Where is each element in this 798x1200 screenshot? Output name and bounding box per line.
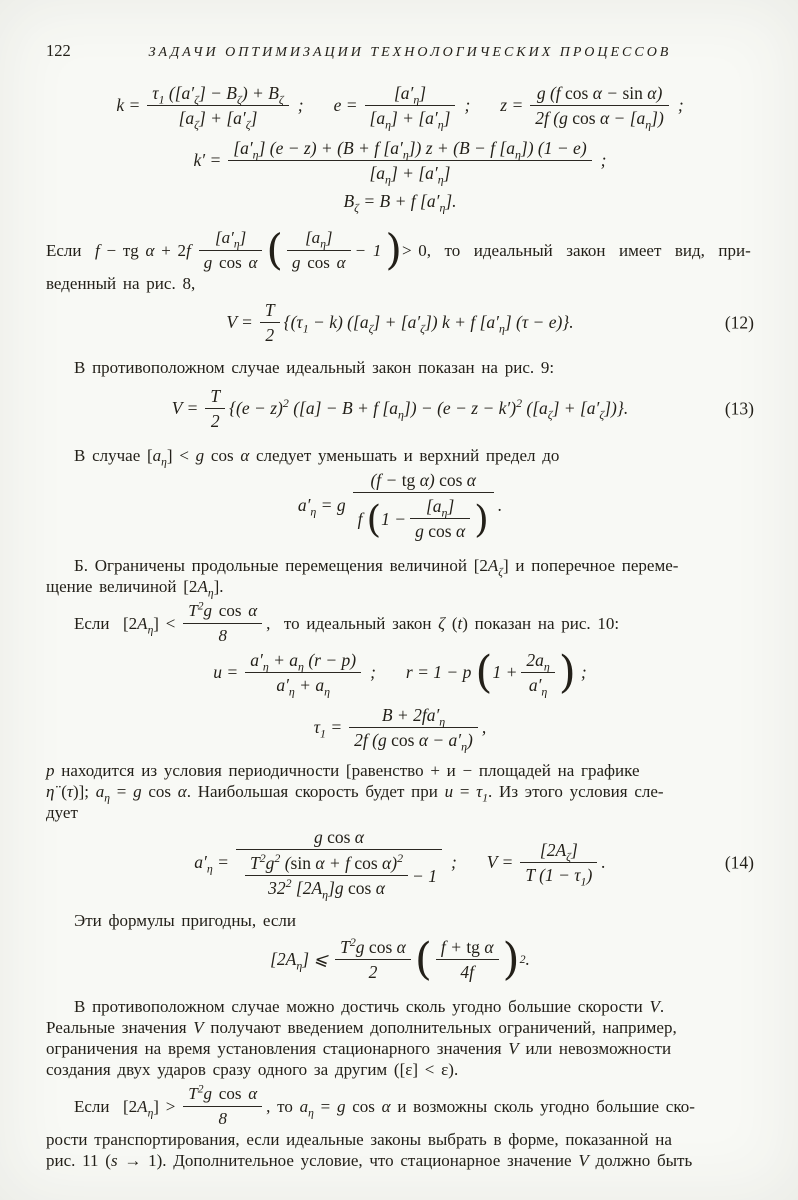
fraction [205, 386, 225, 431]
denominator: 8 [218, 626, 227, 645]
paragraph-upper-limit: В случае $[a_\eta] < g$ cos α следует уменьшать и верхний предел до [74, 446, 560, 469]
period: . [497, 495, 503, 515]
numerator: $[2A_\zeta]$ [520, 840, 597, 863]
numerator: $T^2g$ cos α [183, 601, 262, 624]
equation-tau1-lhs: $\tau_1$ = [313, 717, 343, 741]
denominator: g cos α [292, 253, 346, 272]
numerator: $a'_\eta + a_\eta$ (r − p) [245, 650, 361, 673]
fraction [245, 851, 408, 902]
page-number: 122 [46, 41, 71, 60]
equation-b-zeta-text: $B_\zeta = B + f$ $[a'_\eta]$. [343, 191, 457, 215]
equation-13-body: {$(e - z)^2$ ([a] − B + f $[a_\eta]) - (e - z - k')^2$ $([a_\zeta] + [a'_\zeta])$}. [229, 396, 629, 422]
numerator: $B + 2fa'_\eta$ [349, 705, 478, 728]
denominator: 2f (g $\cos \alpha - a'_\eta$) [354, 730, 473, 754]
paragraph-opposite-line4: создания двух ударов сразу одного за другим ([ε] < ε). [46, 1060, 459, 1079]
separator: ; [464, 95, 471, 115]
equation-a-eta-limit [46, 470, 754, 541]
fraction [287, 228, 351, 273]
equation-12-group [226, 300, 573, 345]
equation-u-r [46, 646, 754, 699]
fraction [521, 650, 554, 699]
denominator: g cos α [203, 253, 258, 272]
denominator: 8 [218, 1109, 227, 1128]
denominator: 2 [210, 411, 220, 431]
paragraph-periodicity-line3: дует [46, 803, 78, 822]
equation-number-13: (13) [724, 398, 754, 418]
numerator: $T^2g$ cos α [183, 1084, 262, 1107]
paragraph-periodicity-line2: η̈ (τ)]; $a_\eta = g$ cos α. Наибольшая скорость будет при $u = \tau_1$. Из этого условия сле- [46, 782, 664, 805]
fraction [228, 138, 591, 187]
paragraph-b-line1: Б. Ограничены продольные перемещения величиной $[2A_\zeta]$ и поперечное переме- [74, 556, 679, 579]
equation-number-12: (12) [724, 312, 754, 332]
numerator: $[a'_\eta]$ [365, 83, 456, 106]
equation-k-prime-group [193, 138, 607, 187]
paragraph-condition-fig11-line2: рости транспортирования, если идеальные законы выбрать в форме, показанной на [46, 1130, 672, 1149]
equation-r: r = 1 − p ( 1 + $\frac{2a_\eta}{a'_\eta}$ ) ; [405, 646, 587, 699]
equation-u-lhs: u = [213, 662, 239, 682]
text-run: , то идеальный закон ζ (t) показан на рис. 10: [266, 614, 620, 633]
text-run: Если $[2A_\eta]$ > [74, 1097, 176, 1120]
exponent: 2 [519, 952, 526, 966]
denominator: 2 [368, 962, 378, 982]
equation-14 [46, 827, 754, 902]
text-run: − 1 [354, 241, 382, 260]
equation-2a-eta-bound [46, 933, 754, 985]
paragraph-condition-fig8-line1: Если f − тg α + 2f $\frac{[a'_\eta]}{\text{g cos α}}$ ( $\frac{[a_\eta]}{\text{g cos α}}$ − 1 ) > 0, то идеальный закон имеет вид, при- [46, 225, 751, 275]
fraction [245, 650, 361, 699]
paragraph-opposite-line1: В противоположном случае можно достичь сколь угодно большие скорости V. [74, 997, 665, 1016]
fraction [183, 1084, 262, 1129]
fraction [349, 705, 478, 754]
denominator: 4f [460, 962, 474, 982]
denominator: g cos α [415, 521, 466, 541]
fraction [530, 83, 669, 132]
fraction [353, 470, 494, 541]
numerator: g (f cos α − sin α) [530, 83, 669, 106]
text-run: Если $[2A_\eta]$ < [74, 614, 176, 637]
denominator: $[a_\zeta] + [a'_\zeta]$ [178, 108, 258, 132]
separator: ; [600, 150, 607, 170]
equation-14-a-lhs: $a'_\eta$ = [194, 852, 229, 876]
period: . [601, 852, 606, 872]
equation-k-prime [46, 138, 754, 187]
text-run: Если f − тg α + 2f [46, 241, 191, 260]
running-title: ЗАДАЧИ ОПТИМИЗАЦИИ ТЕХНОЛОГИЧЕСКИХ ПРОЦЕССОВ [148, 45, 672, 60]
fraction [147, 83, 288, 132]
paragraph-condition-fig11-line1 [46, 1084, 754, 1129]
paragraph-fig9: В противоположном случае идеальный закон показан на рис. 9: [74, 358, 555, 377]
numerator: $[a'_\eta]$ [199, 228, 263, 251]
text-run: 1 − [381, 508, 407, 529]
numerator: T [205, 386, 225, 409]
equation-k [116, 83, 304, 132]
equation-r-lhs: r = 1 − p [405, 662, 472, 682]
paragraph-opposite-line2: Реальные значения V получают введением дополнительных ограничений, например, [46, 1018, 677, 1037]
numerator: $2a_\eta$ [521, 650, 554, 673]
numerator: $T^2g^2$ (sin α + f cos α)$^2$ [245, 853, 408, 876]
fraction [199, 228, 263, 273]
equation-tau1-group [313, 705, 487, 754]
equation-14-v-lhs: V = [486, 852, 514, 872]
paragraph-periodicity-line1: p находится из условия периодичности [равенство + и − площадей на графике [46, 761, 640, 780]
fraction [410, 496, 470, 541]
paragraph-condition-fig8-line2: веденный на рис. 8, [46, 274, 196, 293]
equation-13 [46, 386, 754, 431]
fraction [183, 601, 262, 646]
equation-tau1 [46, 705, 754, 754]
fraction [260, 300, 280, 345]
equation-e-lhs: e = [333, 95, 358, 115]
numerator: $\tau_1$ $([a'_\zeta] - B_\zeta) + B_\zeta$ [147, 83, 288, 106]
text-run: 1 + [492, 662, 518, 682]
denominator: $a'_\eta + a_\eta$ [276, 675, 331, 699]
separator: ; [677, 95, 684, 115]
equation-z-lhs: z = [500, 95, 524, 115]
equation-a-eta-lhs: $a'_\eta = g$ [297, 495, 346, 519]
numerator: $[a_\eta]$ [287, 228, 351, 251]
denominator: $a'_\eta$ [528, 675, 548, 699]
equation-u [213, 650, 376, 699]
equation-k-e-z [46, 83, 754, 132]
paragraph-condition-fig10 [46, 601, 754, 646]
equation-13-lhs: V = [171, 398, 199, 418]
numerator: $[a'_\eta] (e - z) + (B + f$ $[a'_\eta]$) z + (B − f $[a_\eta]$) (1 − e) [228, 138, 591, 161]
paragraph-formulas-valid: Эти формулы пригодны, если [74, 911, 296, 930]
separator: ; [297, 95, 304, 115]
numerator: g cos α [236, 827, 442, 850]
comma: , [481, 717, 487, 737]
separator: ; [450, 852, 457, 872]
equation-b-zeta [46, 191, 754, 215]
fraction [365, 83, 456, 132]
denominator [236, 850, 442, 902]
equation-a-eta-group [298, 470, 502, 541]
text-run: f [357, 508, 363, 529]
separator: ; [580, 662, 587, 682]
paragraph-b-line2: щение величиной $[2A_\eta]$. [46, 577, 224, 600]
fraction [436, 937, 499, 982]
denominator: $[a_\eta] + [a'_\eta]$ [369, 108, 451, 132]
denominator: $32^2$ $[2A_\eta]g$ cos α [268, 876, 385, 902]
fraction [236, 827, 442, 902]
fraction [335, 937, 411, 982]
text-run: , то $a_\eta = g$ cos α и возможны сколь угодно большие ско- [266, 1097, 695, 1120]
denominator: 2 [265, 325, 275, 345]
equation-2a-eta-lhs: $[2A_\eta]$ ⩽ [270, 949, 329, 973]
equation-2a-eta-group: $[2A_\eta]$ ⩽ $\frac{T^2g \cos \alpha}{2}$ ( $\frac{\text{f + tg α}}{4f}$ ) 2 . [270, 933, 530, 985]
separator: ; [370, 662, 376, 682]
denominator: 2f (g $\cos \alpha - [a_\eta]$) [535, 108, 664, 132]
equation-k-lhs: k = [116, 95, 141, 115]
numerator: f + tg α [436, 937, 499, 960]
paragraph-opposite-line3: ограничения на время установления стационарного значения V или невозможности [46, 1039, 672, 1058]
period: . [525, 949, 530, 969]
page-header [46, 40, 754, 63]
denominator: T $(1 - \tau_1)$ [525, 865, 593, 889]
equation-12 [46, 300, 754, 345]
equation-e [333, 83, 471, 132]
numerator: $T^2g$ cos α [335, 937, 411, 960]
equation-k-prime-lhs: k′ = [193, 150, 222, 170]
equation-number-14: (14) [724, 852, 754, 872]
equation-12-body: {$(\tau_1 - k) ([a_\zeta] + [a'_\zeta]) k + f$ $[a'_\eta] (\tau - e)$}. [283, 312, 574, 336]
text-run: > 0, то идеальный закон имеет вид, при- [401, 241, 751, 260]
denominator: f ( 1 − $\frac{[a_\eta]}{\text{g cos α}}$ ) [357, 496, 489, 541]
equation-14-a-group [194, 827, 457, 902]
equation-14-v-group [486, 840, 606, 889]
equation-13-group [172, 386, 628, 431]
equation-12-lhs: V = [226, 312, 253, 332]
text-run: − 1 [412, 865, 437, 886]
fraction [520, 840, 597, 889]
numerator: (f − tg α) cos α [353, 470, 494, 493]
denominator: $[a_\eta] + [a'_\eta]$ [369, 163, 451, 187]
numerator: $[a_\eta]$ [410, 496, 470, 519]
numerator: T [260, 300, 280, 323]
paragraph-condition-fig11-line3: рис. 11 (s → 1). Дополнительное условие, что стационарное значение V должно быть [46, 1151, 693, 1170]
equation-z [500, 83, 684, 132]
